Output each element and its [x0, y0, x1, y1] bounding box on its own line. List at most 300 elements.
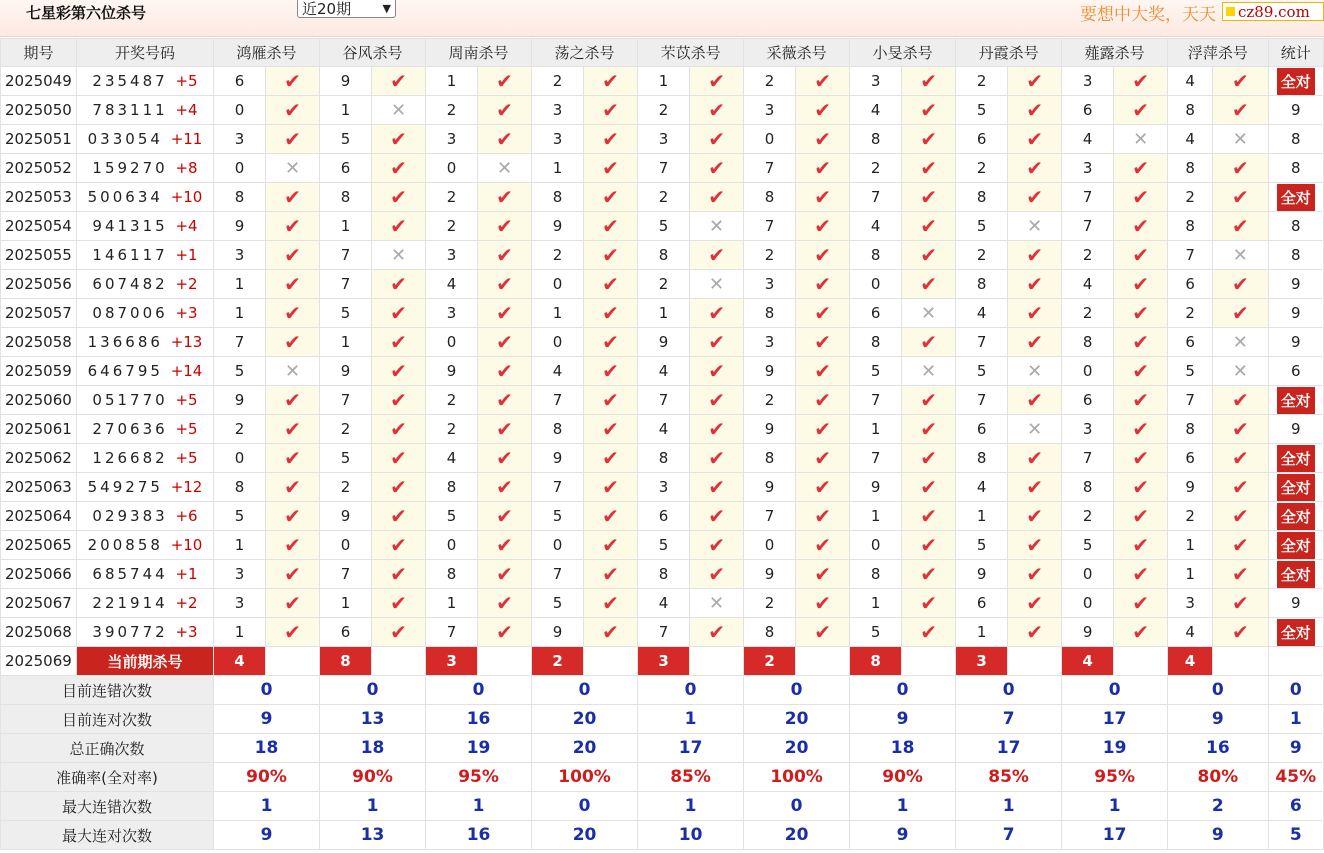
check-icon: ✔	[1231, 69, 1249, 93]
stat-cell	[1268, 154, 1323, 183]
kill-number: 6	[956, 125, 1008, 154]
kill-number: 1	[956, 618, 1008, 647]
kill-number: 9	[320, 502, 372, 531]
check-icon: ✔	[1026, 330, 1043, 354]
current-empty-mark	[584, 647, 638, 676]
draw-numbers: 136686	[87, 333, 163, 351]
stat-count: 6	[1291, 362, 1301, 380]
kill-number: 9	[214, 212, 266, 241]
result-mark	[1213, 589, 1268, 618]
kill-number: 8	[1168, 415, 1213, 444]
kill-number: 7	[850, 183, 902, 212]
check-icon: ✔	[602, 185, 619, 209]
kill-number: 4	[638, 589, 690, 618]
kill-number: 2	[638, 96, 690, 125]
check-icon: ✔	[1132, 214, 1150, 238]
period-cell: 2025058	[1, 328, 77, 357]
period-cell: 2025063	[1, 473, 77, 502]
summary-value: 9	[214, 821, 320, 850]
table-row	[1, 444, 1324, 473]
kill-number: 3	[214, 125, 266, 154]
cross-icon: ✕	[390, 244, 407, 266]
check-icon: ✔	[1231, 475, 1249, 499]
summary-row	[1, 705, 1324, 734]
kill-number: 5	[956, 96, 1008, 125]
col-header-dangzhi: 荡之杀号	[532, 39, 638, 67]
result-mark	[478, 473, 532, 502]
cross-icon: ✕	[709, 273, 725, 295]
current-empty-mark	[478, 647, 532, 676]
kill-number: 3	[214, 241, 266, 270]
draw-cell	[77, 241, 214, 270]
stat-cell	[1268, 386, 1323, 415]
stat-cell	[1268, 212, 1323, 241]
check-icon: ✔	[920, 446, 937, 470]
cross-icon: ✕	[1232, 244, 1248, 266]
table-row	[1, 125, 1324, 154]
check-icon: ✔	[708, 562, 725, 586]
stat-cell	[1268, 328, 1323, 357]
check-icon: ✔	[602, 417, 619, 441]
summary-row	[1, 792, 1324, 821]
check-icon: ✔	[1026, 301, 1043, 325]
kill-number: 7	[1062, 444, 1114, 473]
kill-number: 2	[1168, 502, 1213, 531]
summary-stat: 1	[1268, 705, 1323, 734]
check-icon: ✔	[708, 301, 725, 325]
period-cell: 2025066	[1, 560, 77, 589]
check-icon: ✔	[708, 243, 725, 267]
kill-number: 6	[320, 618, 372, 647]
draw-special: +4	[175, 101, 198, 119]
check-icon: ✔	[814, 359, 831, 383]
check-icon: ✔	[390, 591, 407, 615]
result-mark	[796, 473, 850, 502]
check-icon: ✔	[284, 533, 301, 557]
result-mark	[796, 560, 850, 589]
result-mark	[266, 560, 320, 589]
result-mark	[690, 415, 744, 444]
check-icon: ✔	[1231, 214, 1249, 238]
draw-cell	[77, 183, 214, 212]
result-mark	[902, 96, 956, 125]
check-icon: ✔	[814, 98, 831, 122]
result-mark	[372, 270, 426, 299]
kill-number: 1	[638, 67, 690, 96]
result-mark	[372, 154, 426, 183]
check-icon: ✔	[602, 533, 619, 557]
check-icon: ✔	[814, 562, 831, 586]
kill-number: 8	[1168, 154, 1213, 183]
check-icon: ✔	[602, 127, 619, 151]
kill-number: 7	[532, 560, 584, 589]
site-logo[interactable]	[1222, 2, 1324, 21]
cross-icon: ✕	[390, 99, 407, 121]
check-icon: ✔	[1132, 533, 1150, 557]
kill-number: 2	[1168, 183, 1213, 212]
draw-cell	[77, 444, 214, 473]
kill-number: 1	[638, 299, 690, 328]
result-mark	[478, 67, 532, 96]
result-mark	[690, 589, 744, 618]
result-mark	[1008, 618, 1062, 647]
draw-numbers: 500634	[87, 188, 163, 206]
check-icon: ✔	[496, 446, 513, 470]
current-kill-number: 8	[320, 647, 372, 676]
current-empty-mark	[372, 647, 426, 676]
stat-cell	[1268, 473, 1323, 502]
all-correct-badge: 全对	[1277, 474, 1315, 501]
check-icon: ✔	[1026, 388, 1043, 412]
result-mark	[1213, 357, 1268, 386]
summary-value: 20	[744, 821, 850, 850]
col-header-draw: 开奖号码	[77, 39, 214, 67]
result-mark	[1213, 444, 1268, 473]
kill-number: 0	[426, 328, 478, 357]
result-mark	[372, 96, 426, 125]
result-mark	[372, 473, 426, 502]
check-icon: ✔	[390, 127, 407, 151]
result-mark	[478, 560, 532, 589]
draw-numbers: 200858	[87, 536, 163, 554]
result-mark	[1114, 328, 1168, 357]
check-icon: ✔	[1132, 330, 1150, 354]
check-icon: ✔	[496, 359, 513, 383]
kill-number: 9	[956, 560, 1008, 589]
check-icon: ✔	[284, 388, 301, 412]
draw-special: +10	[170, 536, 203, 554]
stat-count: 9	[1291, 101, 1301, 119]
kill-number: 8	[1168, 212, 1213, 241]
check-icon: ✔	[390, 272, 407, 296]
current-kill-number: 3	[426, 647, 478, 676]
cross-icon: ✕	[1027, 360, 1043, 382]
kill-number: 9	[1062, 618, 1114, 647]
check-icon: ✔	[814, 156, 831, 180]
result-mark	[584, 502, 638, 531]
cross-icon: ✕	[284, 157, 301, 179]
summary-value: 0	[426, 676, 532, 705]
result-mark	[1213, 502, 1268, 531]
table-row	[1, 386, 1324, 415]
kill-number: 0	[850, 531, 902, 560]
draw-special: +13	[170, 333, 203, 351]
result-mark	[266, 589, 320, 618]
result-mark	[1114, 473, 1168, 502]
summary-label: 最大连错次数	[1, 792, 214, 821]
check-icon: ✔	[920, 330, 937, 354]
result-mark	[266, 328, 320, 357]
kill-number: 8	[320, 183, 372, 212]
period-cell: 2025060	[1, 386, 77, 415]
summary-value: 16	[426, 821, 532, 850]
result-mark	[266, 270, 320, 299]
kill-number: 1	[850, 589, 902, 618]
draw-cell	[77, 67, 214, 96]
stat-count: 8	[1291, 246, 1301, 264]
result-mark	[584, 183, 638, 212]
top-bar	[0, 0, 1324, 37]
table-row	[1, 502, 1324, 531]
cross-icon: ✕	[709, 215, 725, 237]
result-mark	[584, 618, 638, 647]
kill-number: 7	[532, 473, 584, 502]
summary-value: 2	[1168, 792, 1268, 821]
cross-icon: ✕	[1232, 128, 1248, 150]
draw-special: +3	[175, 304, 198, 322]
check-icon: ✔	[814, 272, 831, 296]
summary-value: 17	[1062, 705, 1168, 734]
kill-number: 6	[320, 154, 372, 183]
kill-number: 3	[744, 96, 796, 125]
ad-banner-text[interactable]: 要想中大奖，天天	[1080, 5, 1216, 25]
result-mark	[1008, 531, 1062, 560]
kill-number: 3	[426, 125, 478, 154]
result-mark	[584, 415, 638, 444]
kill-number: 4	[1062, 125, 1114, 154]
result-mark	[1213, 125, 1268, 154]
summary-value: 16	[1168, 734, 1268, 763]
result-mark	[1114, 67, 1168, 96]
table-row	[1, 154, 1324, 183]
result-mark	[478, 241, 532, 270]
kill-number: 9	[320, 67, 372, 96]
draw-cell	[77, 502, 214, 531]
check-icon: ✔	[390, 330, 407, 354]
result-mark	[584, 67, 638, 96]
stat-cell	[1268, 96, 1323, 125]
draw-numbers: 051770	[92, 391, 168, 409]
result-mark	[266, 502, 320, 531]
col-header-period: 期号	[1, 39, 77, 67]
current-period-row	[1, 647, 1324, 676]
stat-cell	[1268, 241, 1323, 270]
check-icon: ✔	[1231, 591, 1249, 615]
stat-count: 9	[1291, 275, 1301, 293]
draw-numbers: 029383	[92, 507, 168, 525]
draw-cell	[77, 270, 214, 299]
kill-number: 0	[320, 531, 372, 560]
result-mark	[266, 183, 320, 212]
check-icon: ✔	[1026, 185, 1043, 209]
kill-number: 2	[1168, 299, 1213, 328]
table-row	[1, 270, 1324, 299]
current-kill-number: 8	[850, 647, 902, 676]
result-mark	[478, 618, 532, 647]
result-mark	[1114, 241, 1168, 270]
all-correct-badge: 全对	[1277, 387, 1315, 414]
result-mark	[372, 531, 426, 560]
draw-numbers: 126682	[92, 449, 168, 467]
kill-number: 2	[532, 67, 584, 96]
summary-value: 0	[850, 676, 956, 705]
check-icon: ✔	[920, 214, 937, 238]
summary-value: 80%	[1168, 763, 1268, 792]
check-icon: ✔	[708, 620, 725, 644]
result-mark	[1213, 183, 1268, 212]
result-mark	[1213, 560, 1268, 589]
check-icon: ✔	[920, 156, 937, 180]
result-mark	[690, 328, 744, 357]
summary-row	[1, 676, 1324, 705]
period-cell: 2025052	[1, 154, 77, 183]
result-mark	[584, 96, 638, 125]
draw-cell	[77, 473, 214, 502]
check-icon: ✔	[708, 127, 725, 151]
kill-number: 7	[638, 386, 690, 415]
period-cell: 2025057	[1, 299, 77, 328]
check-icon: ✔	[1026, 98, 1043, 122]
kill-number: 0	[1062, 560, 1114, 589]
kill-number: 1	[320, 212, 372, 241]
check-icon: ✔	[814, 388, 831, 412]
period-cell: 2025062	[1, 444, 77, 473]
check-icon: ✔	[814, 185, 831, 209]
check-icon: ✔	[284, 127, 301, 151]
kill-number: 2	[320, 473, 372, 502]
draw-special: +2	[175, 594, 198, 612]
result-mark	[584, 531, 638, 560]
summary-value: 0	[532, 792, 638, 821]
draw-special: +5	[175, 449, 198, 467]
result-mark	[266, 241, 320, 270]
check-icon: ✔	[708, 98, 725, 122]
period-select[interactable]	[297, 0, 396, 18]
result-mark	[372, 299, 426, 328]
result-mark	[1213, 96, 1268, 125]
summary-value: 13	[320, 705, 426, 734]
check-icon: ✔	[814, 243, 831, 267]
kill-number: 7	[744, 212, 796, 241]
check-icon: ✔	[496, 388, 513, 412]
kill-number: 4	[1168, 618, 1213, 647]
result-mark	[690, 270, 744, 299]
summary-value: 9	[850, 821, 956, 850]
result-mark	[902, 212, 956, 241]
draw-cell	[77, 328, 214, 357]
kill-number: 6	[1062, 96, 1114, 125]
result-mark	[902, 415, 956, 444]
kill-number: 8	[1062, 328, 1114, 357]
check-icon: ✔	[284, 272, 301, 296]
kill-number: 3	[1062, 67, 1114, 96]
check-icon: ✔	[708, 533, 725, 557]
result-mark	[372, 415, 426, 444]
summary-value: 19	[1062, 734, 1168, 763]
check-icon: ✔	[602, 562, 619, 586]
kill-number: 9	[744, 560, 796, 589]
period-cell: 2025068	[1, 618, 77, 647]
kill-number: 8	[638, 560, 690, 589]
kill-number: 2	[426, 183, 478, 212]
draw-special: +12	[170, 478, 203, 496]
kill-number: 6	[956, 415, 1008, 444]
kill-number: 4	[532, 357, 584, 386]
result-mark	[1008, 241, 1062, 270]
stat-cell	[1268, 183, 1323, 212]
stat-cell	[1268, 531, 1323, 560]
kill-number: 2	[638, 183, 690, 212]
summary-value: 9	[214, 705, 320, 734]
result-mark	[1114, 415, 1168, 444]
kill-number-table	[0, 38, 1324, 850]
period-cell: 2025050	[1, 96, 77, 125]
table-row	[1, 299, 1324, 328]
result-mark	[690, 473, 744, 502]
current-kill-number: 2	[744, 647, 796, 676]
draw-numbers: 087006	[92, 304, 168, 322]
result-mark	[796, 357, 850, 386]
stat-cell	[1268, 270, 1323, 299]
kill-number: 2	[850, 154, 902, 183]
check-icon: ✔	[1231, 620, 1249, 644]
summary-label: 总正确次数	[1, 734, 214, 763]
all-correct-badge: 全对	[1277, 445, 1315, 472]
result-mark	[796, 241, 850, 270]
col-header-fuyi: 芣苡杀号	[638, 39, 744, 67]
draw-numbers: 270636	[92, 420, 168, 438]
result-mark	[1008, 473, 1062, 502]
check-icon: ✔	[1026, 562, 1043, 586]
summary-value: 19	[426, 734, 532, 763]
period-cell: 2025067	[1, 589, 77, 618]
draw-special: +4	[175, 217, 198, 235]
check-icon: ✔	[390, 417, 407, 441]
draw-numbers: 646795	[87, 362, 163, 380]
kill-number: 9	[214, 386, 266, 415]
summary-value: 7	[956, 821, 1062, 850]
kill-number: 7	[850, 386, 902, 415]
current-empty-mark	[902, 647, 956, 676]
kill-number: 5	[532, 589, 584, 618]
period-select-value: 近20期	[302, 0, 352, 18]
kill-number: 9	[532, 618, 584, 647]
result-mark	[796, 415, 850, 444]
result-mark	[372, 212, 426, 241]
result-mark	[1114, 444, 1168, 473]
kill-number: 7	[638, 154, 690, 183]
kill-number: 7	[850, 444, 902, 473]
summary-value: 85%	[956, 763, 1062, 792]
kill-number: 1	[426, 67, 478, 96]
check-icon: ✔	[1132, 359, 1150, 383]
result-mark	[1008, 589, 1062, 618]
kill-number: 1	[850, 502, 902, 531]
kill-number: 3	[638, 125, 690, 154]
result-mark	[478, 125, 532, 154]
kill-number: 4	[1168, 125, 1213, 154]
result-mark	[796, 618, 850, 647]
check-icon: ✔	[602, 591, 619, 615]
check-icon: ✔	[496, 243, 513, 267]
result-mark	[690, 531, 744, 560]
check-icon: ✔	[920, 533, 937, 557]
result-mark	[902, 183, 956, 212]
check-icon: ✔	[814, 620, 831, 644]
kill-number: 0	[532, 531, 584, 560]
result-mark	[478, 96, 532, 125]
result-mark	[372, 589, 426, 618]
table-row	[1, 328, 1324, 357]
result-mark	[478, 415, 532, 444]
cross-icon: ✕	[1133, 128, 1149, 150]
draw-special: +5	[175, 391, 198, 409]
result-mark	[478, 328, 532, 357]
check-icon: ✔	[1026, 69, 1043, 93]
kill-number: 0	[214, 154, 266, 183]
table-row	[1, 531, 1324, 560]
kill-number: 1	[426, 589, 478, 618]
